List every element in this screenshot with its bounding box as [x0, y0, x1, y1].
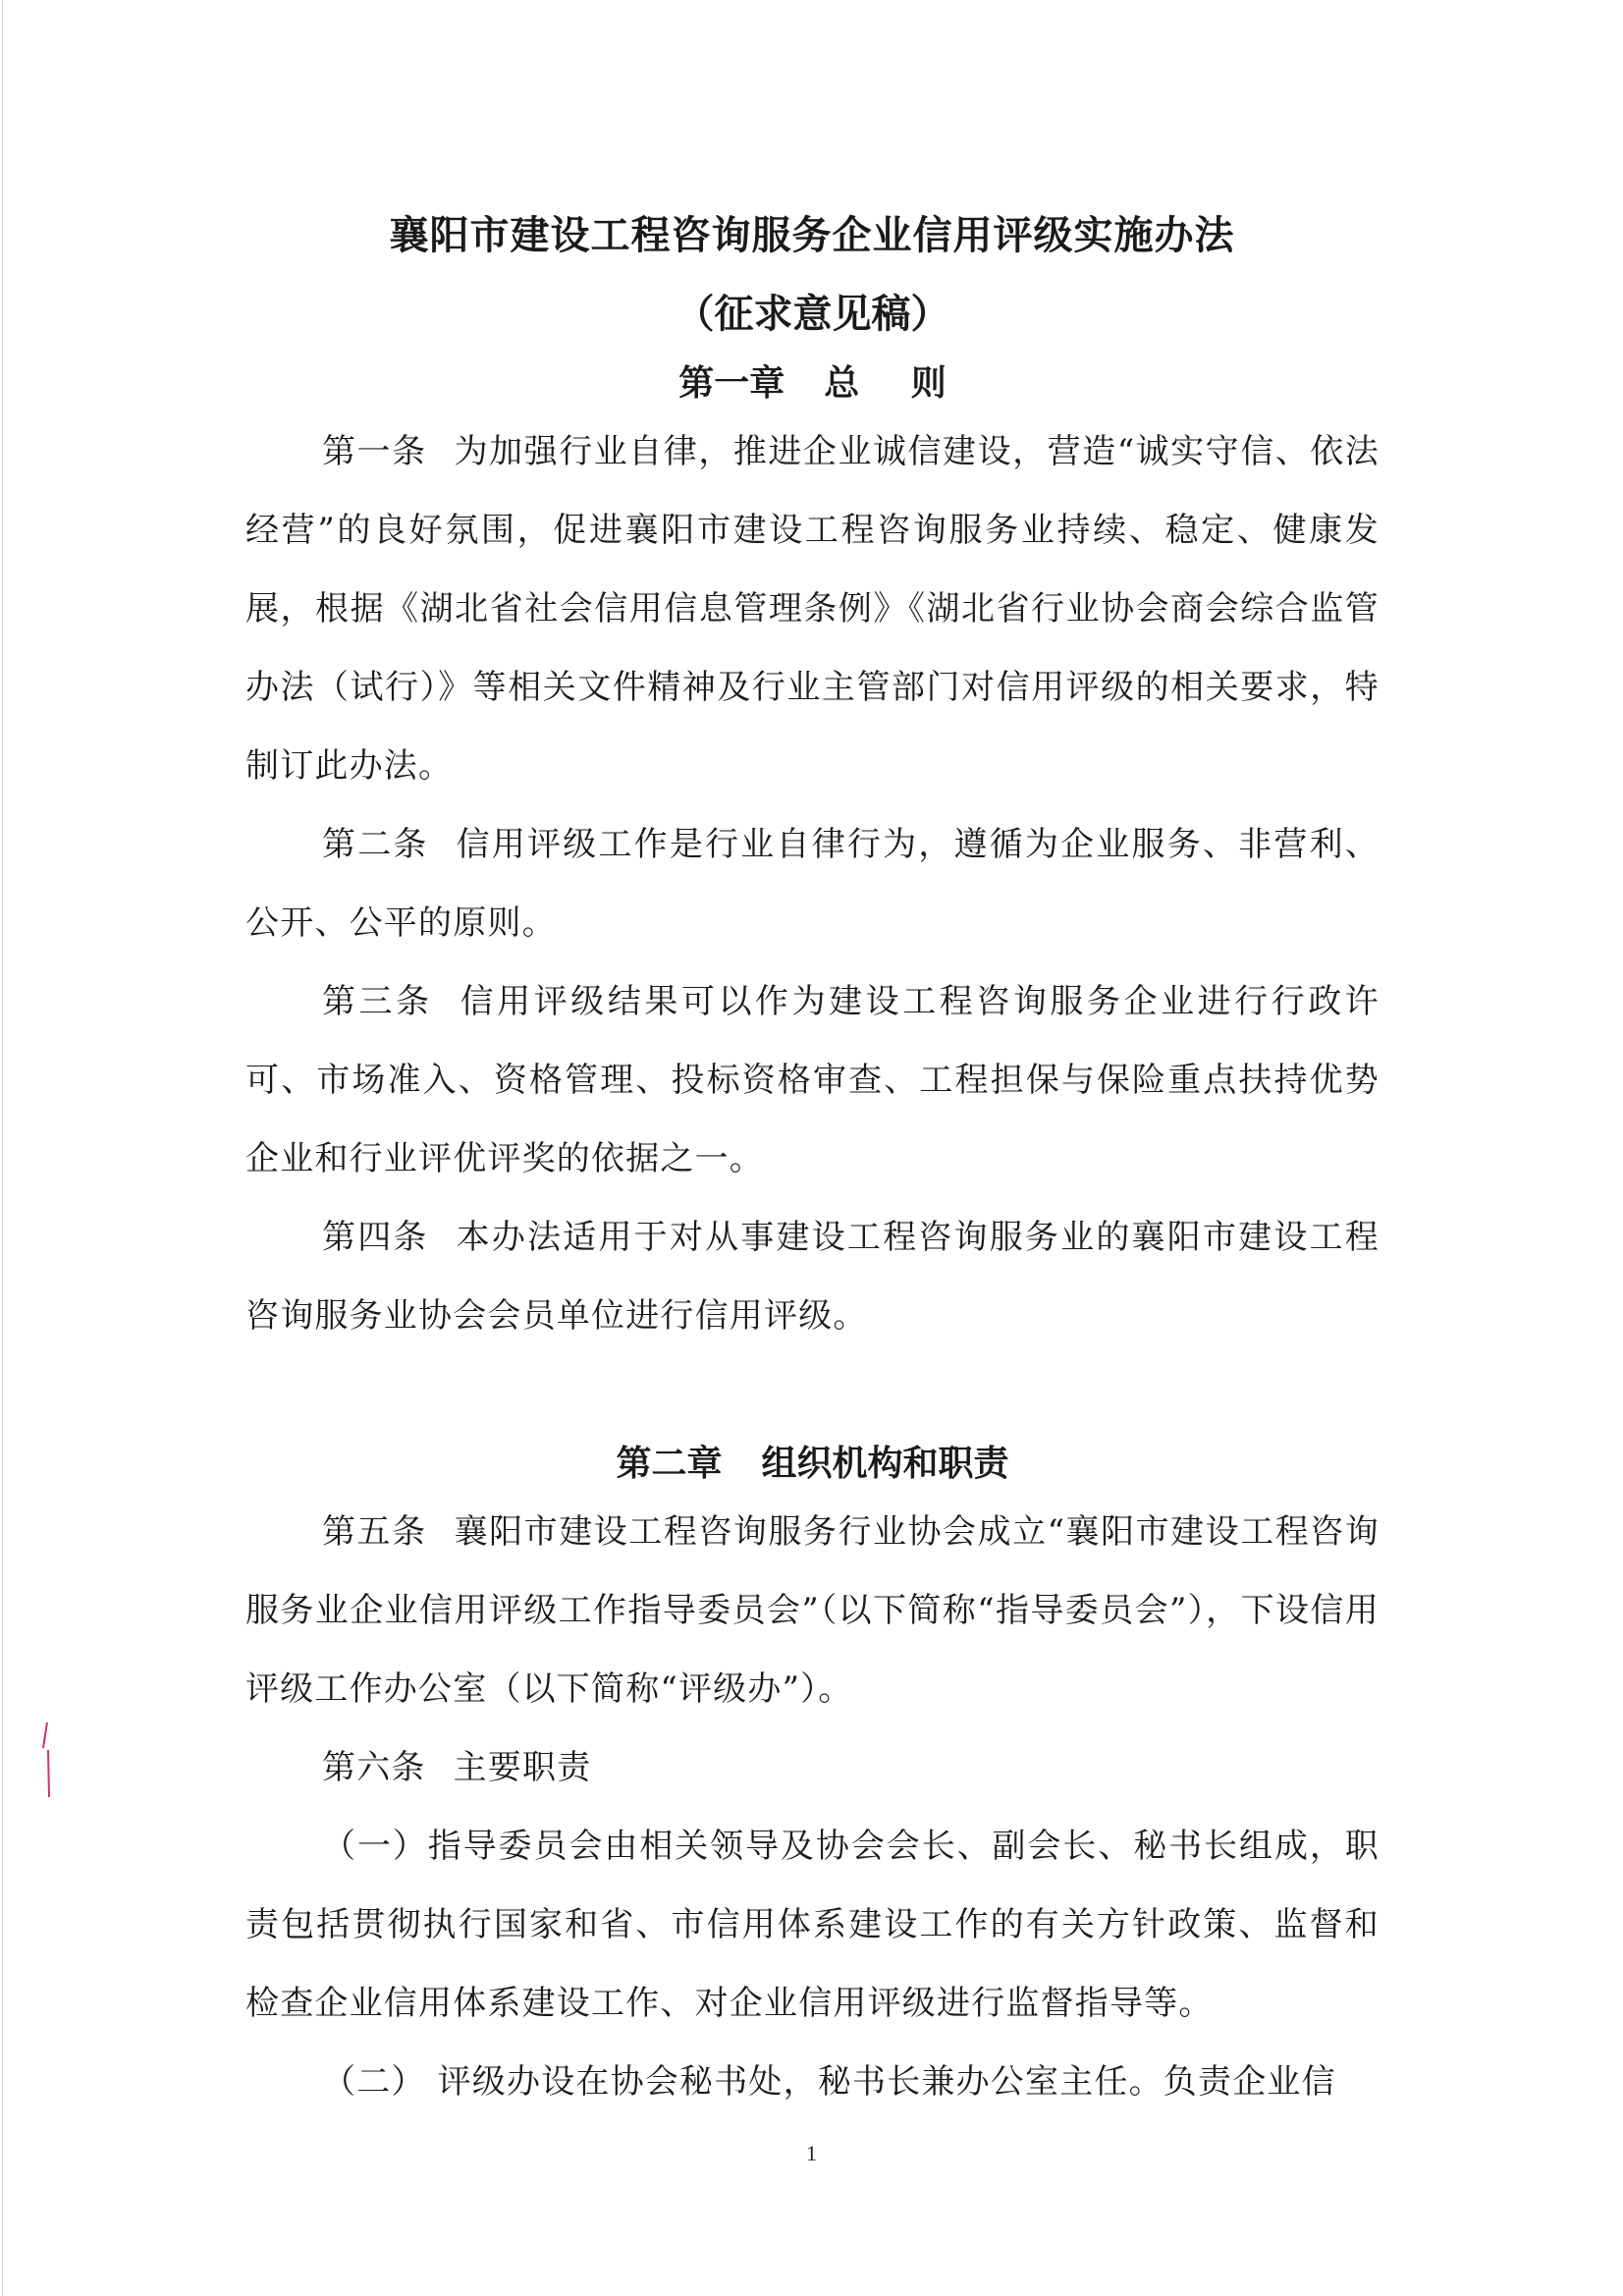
article-text: 襄阳市建设工程咨询服务行业协会成立“襄阳市建设工程咨询服务业企业信用评级工作指导委员会”（以下简称“指导委员会”），下设信用评级工作办公室（以下简称“评级办”）。: [245, 1512, 1380, 1709]
article-2: [245, 805, 1380, 962]
pen-mark-icon: [37, 1721, 57, 1799]
chapter-2-number: 第二章: [616, 1443, 723, 1484]
article-1: [245, 412, 1380, 805]
article-text: 本办法适用于对从事建设工程咨询服务业的襄阳市建设工程咨询服务业协会会员单位进行信用评级。: [245, 1218, 1380, 1336]
section-spacer: [245, 1355, 1380, 1434]
article-tag: 第二条: [322, 825, 429, 864]
article-text: 主要职责: [453, 1748, 592, 1787]
article-tag: 第六条: [322, 1748, 426, 1787]
page-edge: [2, 0, 3, 2296]
article-3: [245, 962, 1380, 1198]
article-5: [245, 1493, 1380, 1728]
chapter-2-name: 组织机构和职责: [761, 1443, 1009, 1484]
article-text: 信用评级结果可以作为建设工程咨询服务企业进行行政许可、市场准入、资格管理、投标资格审查、工程担保与保险重点扶持优势企业和行业评优评奖的依据之一。: [245, 982, 1380, 1178]
article-tag: 第五条: [322, 1512, 427, 1552]
article-text: 为加强行业自律，推进企业诚信建设，营造“诚实守信、依法经营”的良好氛围，促进襄阳市建设工程咨询服务业持续、稳定、健康发展，根据《湖北省社会信用信息管理条例》《湖北省行业协会商会综合监管办法（试行）》等相关文件精神及行业主管部门对信用评级的相关要求，特制订此办法。: [245, 432, 1380, 786]
chapter-2-title: [245, 1434, 1380, 1493]
chapter-1-title: [245, 354, 1380, 412]
duty-item-2: （二） 评级办设在协会秘书处，秘书长兼办公室主任。负责企业信: [322, 2062, 1336, 2102]
article-tag: 第三条: [322, 982, 433, 1021]
document-body: [245, 206, 1380, 2121]
page-number: 1: [806, 2141, 817, 2165]
chapter-1-name: 总 则: [824, 362, 947, 404]
document-subtitle: （征求意见稿）: [675, 291, 950, 337]
article-tag: 第四条: [322, 1218, 429, 1257]
article-4: [245, 1198, 1380, 1355]
chapter-1-number: 第一章: [678, 362, 785, 404]
duty-item-1: （一）指导委员会由相关领导及协会会长、副会长、秘书长组成，职责包括贯彻执行国家和省、市信用体系建设工作的有关方针政策、监督和检查企业信用体系建设工作、对企业信用评级进行监督指导等。: [245, 1827, 1380, 2023]
article-6: [245, 1728, 1380, 1807]
article-tag: 第一条: [322, 432, 427, 471]
document-title: 襄阳市建设工程咨询服务企业信用评级实施办法: [389, 212, 1235, 258]
article-text: 信用评级工作是行业自律行为，遵循为企业服务、非营利、公开、公平的原则。: [245, 825, 1380, 943]
